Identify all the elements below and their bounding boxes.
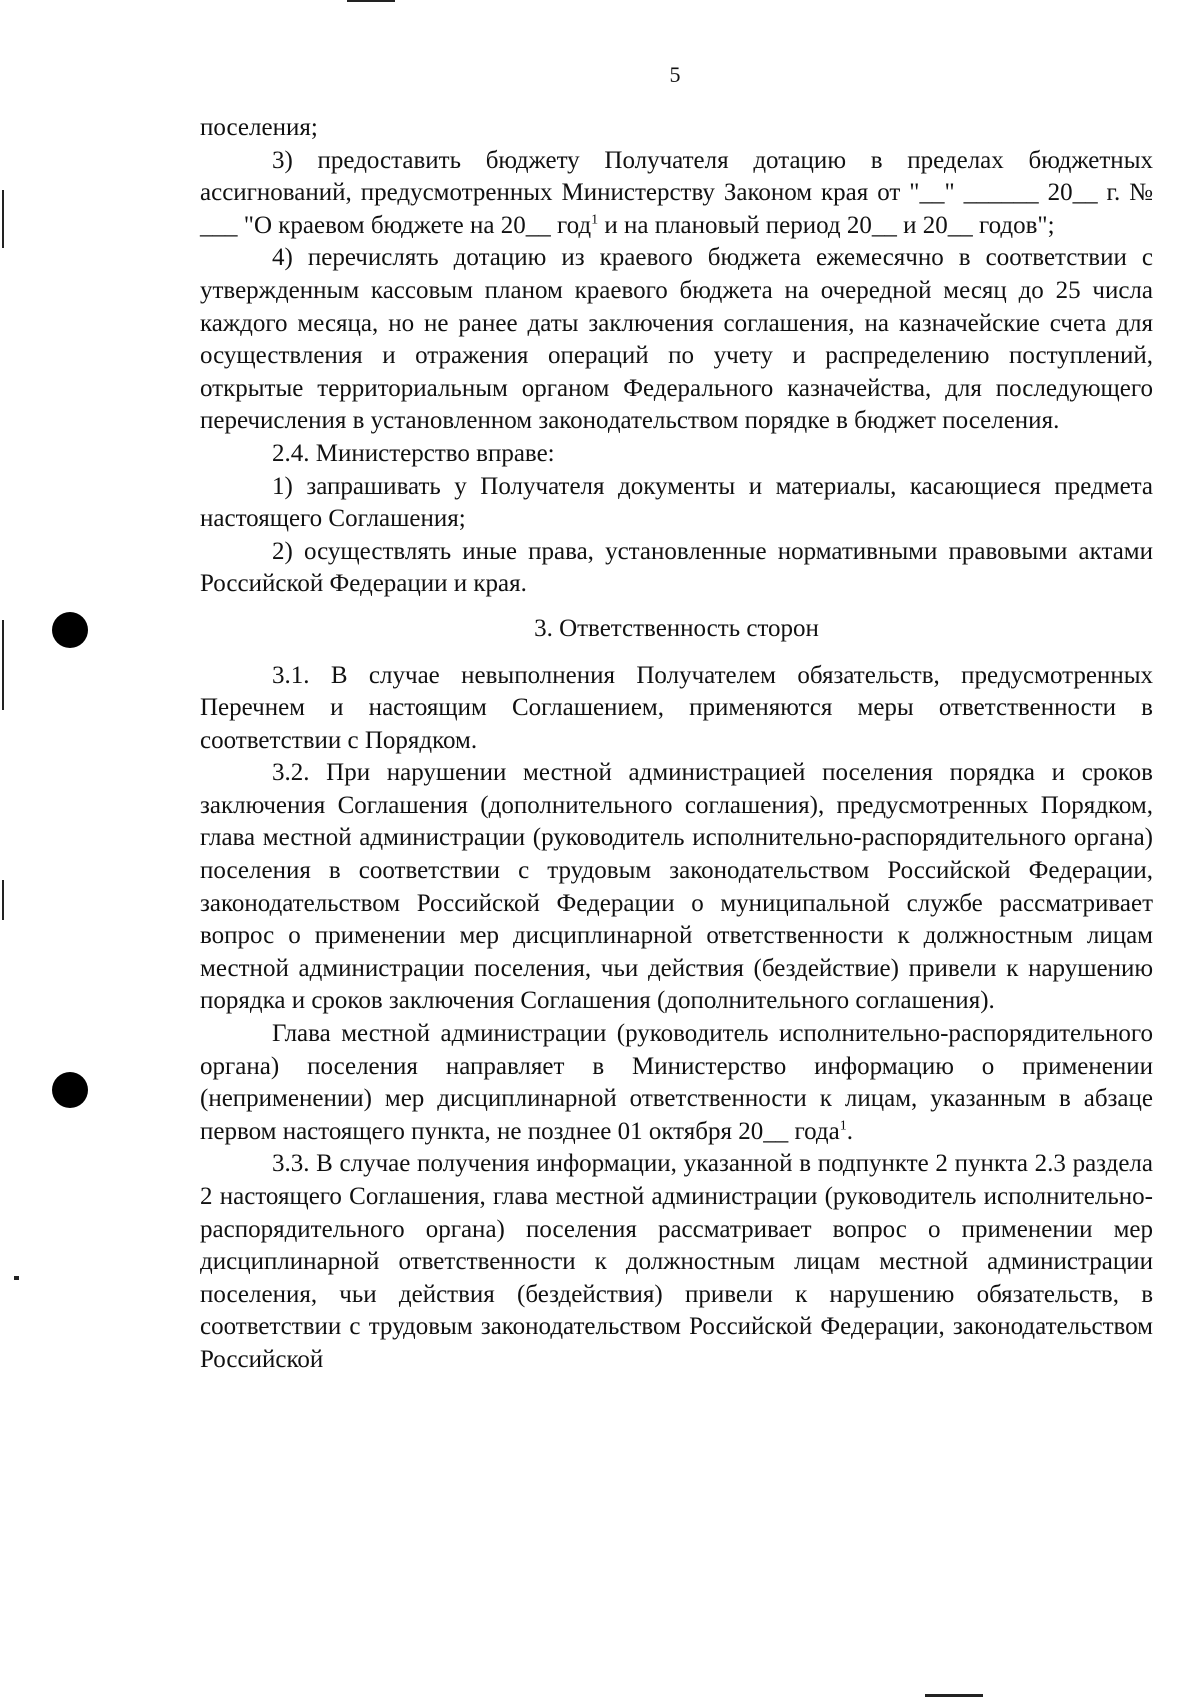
section-heading: 3. Ответственность сторон (534, 614, 819, 642)
document-body (200, 112, 1153, 1377)
footnote-mark: 1 (591, 212, 599, 228)
paragraph-p1: 3) предоставить бюджету Получателя дотацию в пределах бюджетных ассигнований, предусмотренных Министерству Законом края от "__" ______ 20__ г. № ___ "О краевом бюджете на 20__ год$^1$ и на плановый период 20__ и 20__ годов"; (200, 146, 1153, 239)
page-number: 5 (669, 62, 681, 87)
scan-mark (2, 620, 4, 710)
paragraph-p4: 1) запрашивать у Получателя документы и материалы, касающиеся предмета настоящего Соглашения; (200, 472, 1153, 533)
scan-mark (925, 1694, 983, 1697)
binder-hole-top (52, 612, 88, 648)
paragraph-p6: 3.1. В случае невыполнения Получателем обязательств, предусмотренных Перечнем и настоящим Соглашением, применяются меры ответственности в соответствии с Порядком. (200, 661, 1153, 754)
paragraph-p5: 2) осуществлять иные права, установленные нормативными правовыми актами Российской Федерации и края. (200, 537, 1153, 598)
paragraph-p9: 3.3. В случае получения информации, указанной в подпункте 2 пункта 2.3 раздела 2 настоящего Соглашения, глава местной администрации (руководитель исполнительно-распорядительного органа) поселения рассматривает вопрос о применении мер дисциплинарной ответственности к должностным лицам местной администрации поселения, чьи действия (бездействия) привели к нарушению обязательств, в соответствии с трудовым законодательством Российской Федерации, законодательством Российской (200, 1150, 1153, 1373)
paragraph-p7: 3.2. При нарушении местной администрацией поселения порядка и сроков заключения Соглашения (дополнительного соглашения), предусмотренных Порядком, глава местной администрации (руководитель исполнительно-распорядительного органа) поселения в соответствии с трудовым законодательством Российской Федерации, законодательством Российской Федерации о муниципальной службе рассматривает вопрос о применении мер дисциплинарной ответственности к должностным лицам местной администрации поселения, чьи действия (бездействие) привели к нарушению порядка и сроков заключения Соглашения (дополнительного соглашения). (200, 759, 1153, 1015)
footnote-mark: 1 (839, 1118, 847, 1134)
binder-hole-bottom (52, 1072, 88, 1108)
paragraph-p0: поселения; (200, 114, 318, 141)
scan-mark (2, 880, 4, 920)
scan-mark (14, 1276, 19, 1280)
paragraph-p3: 2.4. Министерство вправе: (272, 439, 555, 467)
paragraph-p8: Глава местной администрации (руководитель исполнительно-распорядительного органа) поселения направляет в Министерство информацию о применении (неприменении) мер дисциплинарной ответственности к лицам, указанным в абзаце первом настоящего пункта, не позднее 01 октября 20__ года$^1$. (200, 1020, 1153, 1145)
scan-mark (2, 190, 4, 248)
scan-mark (347, 0, 395, 2)
paragraph-p2: 4) перечислять дотацию из краевого бюджета ежемесячно в соответствии с утвержденным кассовым планом краевого бюджета на очередной месяц до 25 числа каждого месяца, но не ранее даты заключения соглашения, на казначейские счета для осуществления и отражения операций по учету и распределению поступлений, открытые территориальным органом Федерального казначейства, для последующего перечисления в установленном законодательством порядке в бюджет поселения. (200, 244, 1153, 435)
